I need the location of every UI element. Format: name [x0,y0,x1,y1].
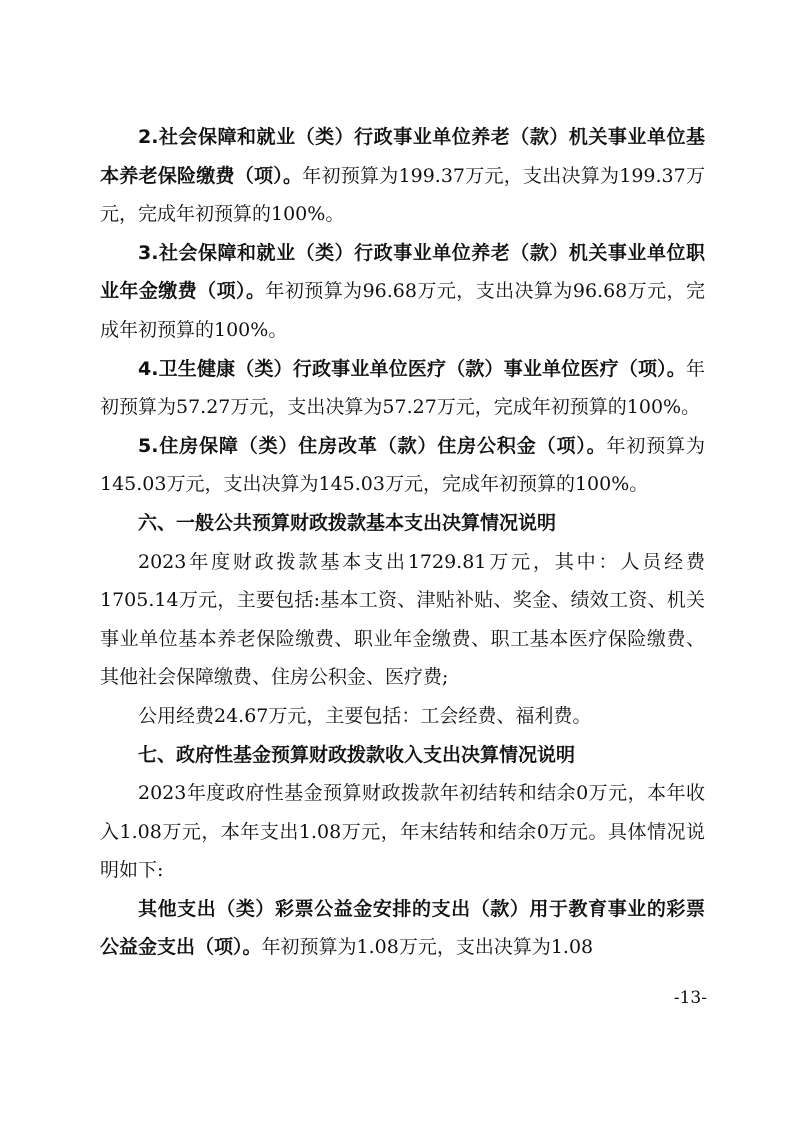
lottery-item-title: 其他支出（类）彩票公益金安排的支出（款）用于教育事业的彩票公益金支出（项）。 [100,897,705,959]
lottery-item-text: 年初预算为1.08万元，支出决算为1.08 [261,936,594,959]
page-number: -13- [673,988,707,1008]
item-2-text: 年初预算为199.37万元，支出决算为199.37万元，完成年初预算的100%。 [100,164,705,226]
item-5-text: 年初预算为145.03万元，支出决算为145.03万元，完成年初预算的100%。 [100,434,705,496]
section-heading-6: 六、一般公共预算财政拨款基本支出决算情况说明 [138,511,557,534]
item-4-text: 年初预算为57.27万元，支出决算为57.27万元，完成年初预算的100%。 [100,357,705,419]
item-4-title: 4.卫生健康（类）行政事业单位医疗（款）事业单位医疗（项）。 [138,357,686,380]
paragraph-item-2 [100,118,705,234]
item-3-text: 年初预算为96.68万元，支出决算为96.68万元，完成年初预算的100%。 [100,280,705,341]
document-body [100,118,705,967]
paragraph-public-expense: 公用经费24.67万元，主要包括：工会经费、福利费。 [138,704,592,727]
item-5-title: 5.住房保障（类）住房改革（款）住房公积金（项）。 [138,434,607,457]
paragraph-item-3 [100,234,705,350]
item-3-title: 3.社会保障和就业（类）行政事业单位养老（款）机关事业单位职业年金缴费（项）。 [100,241,705,303]
paragraph-basic-expense: 2023年度财政拨款基本支出1729.81万元，其中：人员经费1705.14万元，主要包括:基本工资、津贴补贴、奖金、绩效工资、机关事业单位基本养老保险缴费、职业年金缴费、职工基本医疗保险缴费、其他社会保障缴费、住房公积金、医疗费; [100,550,705,689]
section-heading-7: 七、政府性基金预算财政拨款收入支出决算情况说明 [138,743,576,766]
paragraph-fund-summary: 2023年度政府性基金预算财政拨款年初结转和结余0万元，本年收入1.08万元，本年支出1.08万元，年末结转和结余0万元。具体情况说明如下: [100,782,705,882]
item-2-title: 2.社会保障和就业（类）行政事业单位养老（款）机关事业单位基本养老保险缴费（项）。 [100,126,705,187]
paragraph-item-5 [100,427,705,504]
paragraph-lottery-item [100,890,705,967]
paragraph-item-4 [100,350,705,427]
